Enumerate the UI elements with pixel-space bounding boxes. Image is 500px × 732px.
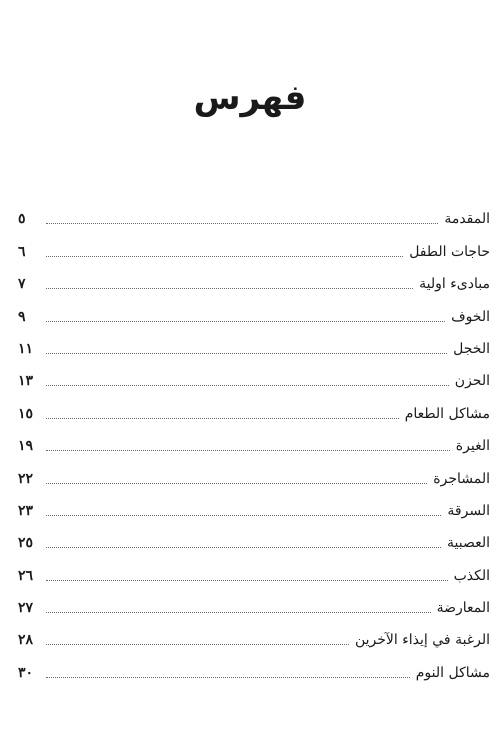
toc-entry-page-number: ١٣	[18, 373, 34, 390]
toc-entry-page-number: ٢٧	[18, 600, 34, 617]
toc-entry-label: المقدمة	[444, 211, 490, 228]
toc-entry-page-number: ٢٦	[18, 567, 34, 584]
toc-entry	[18, 200, 490, 232]
toc-entry-label: الرغبة في إيذاء الآخرين	[354, 632, 490, 649]
toc-entry-label: المشاجرة	[433, 470, 490, 487]
toc-entry-page-number: ٥	[18, 211, 26, 228]
toc-entry	[18, 524, 490, 556]
dot-leader	[46, 255, 403, 257]
toc-entry-page-number: ٧	[18, 276, 26, 293]
toc-entry	[18, 232, 490, 264]
toc-entry-label: المعارضة	[436, 600, 490, 617]
toc-entry	[18, 556, 490, 588]
toc-entry-page-number: ٦	[18, 243, 26, 260]
toc-entry-page-number: ١٥	[18, 405, 34, 422]
toc-entry-label: الخوف	[451, 308, 490, 325]
toc-entry	[18, 653, 490, 685]
dot-leader	[46, 222, 438, 224]
toc-entry-label: مشاكل النوم	[415, 664, 490, 681]
dot-leader	[46, 643, 349, 645]
toc-entry	[18, 621, 490, 653]
dot-leader	[46, 384, 449, 386]
toc-entry	[18, 330, 490, 362]
dot-leader	[46, 287, 413, 289]
toc-entry-label: السرقة	[447, 502, 490, 519]
toc-entry-page-number: ٢٥	[18, 535, 34, 552]
toc-entry-label: العصبية	[446, 535, 490, 552]
dot-leader	[46, 417, 399, 419]
toc-entry-label: مشاكل الطعام	[404, 405, 490, 422]
toc-entry-page-number: ١٩	[18, 438, 34, 455]
page-title: فهرس	[193, 78, 307, 118]
toc-entry-page-number: ١١	[18, 340, 34, 357]
toc-entry-label: الحزن	[454, 373, 490, 390]
toc-entry	[18, 427, 490, 459]
dot-leader	[46, 546, 441, 548]
dot-leader	[46, 352, 447, 354]
toc-entry-label: مبادىء اولية	[419, 276, 490, 293]
toc-entry-label: الغيرة	[455, 438, 490, 455]
toc-entry	[18, 362, 490, 394]
dot-leader	[46, 514, 441, 516]
toc-entry-label: حاجات الطفل	[409, 243, 490, 260]
toc-entry	[18, 589, 490, 621]
toc-entry	[18, 492, 490, 524]
dot-leader	[46, 611, 431, 613]
toc-entry	[18, 265, 490, 297]
toc-entry-page-number: ٩	[18, 308, 26, 325]
toc-entry	[18, 394, 490, 426]
dot-leader	[46, 676, 410, 678]
toc-entry-page-number: ٢٨	[18, 632, 34, 649]
dot-leader	[46, 579, 448, 581]
dot-leader	[46, 482, 427, 484]
toc-entry	[18, 297, 490, 329]
toc-entry-page-number: ٣٠	[18, 664, 34, 681]
toc-entry-page-number: ٢٢	[18, 470, 34, 487]
toc-entry-page-number: ٢٣	[18, 502, 34, 519]
toc-entry-label: الخجل	[453, 340, 490, 357]
dot-leader	[46, 320, 445, 322]
dot-leader	[46, 449, 450, 451]
toc-entry	[18, 459, 490, 491]
table-of-contents	[18, 200, 490, 686]
toc-entry-label: الكذب	[453, 567, 490, 584]
